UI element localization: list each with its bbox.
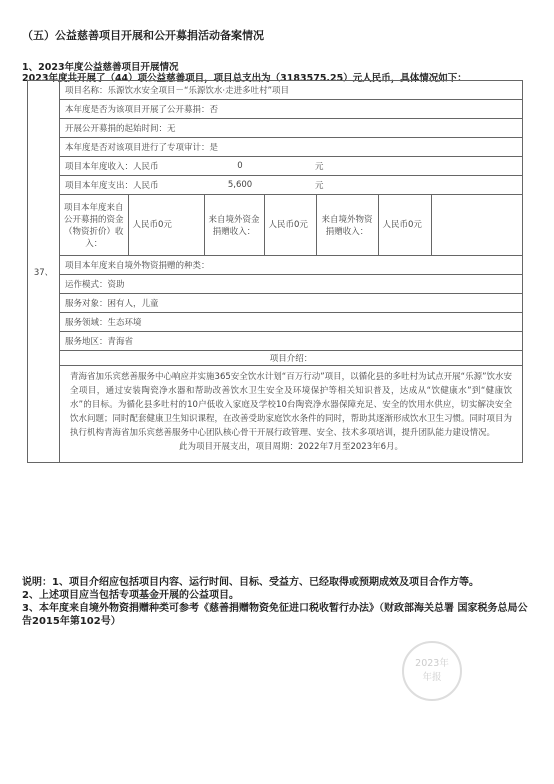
overseas-funds-value: 人民币0元 [264, 195, 316, 255]
stamp-line-1: 2023年 [415, 658, 449, 669]
public-fundraising: 本年度是否为该项目开展了公开募捐：否 [60, 100, 523, 119]
intro-period: 此为项目开展支出，项目周期：2022年7月至2023年6月。 [178, 442, 404, 452]
income-unit: 元 [315, 162, 324, 172]
service-field: 服务领域：生态环境 [60, 313, 523, 332]
row-number: 37、 [28, 81, 60, 463]
income-value: 0 [237, 161, 243, 171]
intro-text: 青海省加乐宾慈善服务中心响应并实施365安全饮水计划“百万行动”项目，以循化县的多吐村为试点开展“乐源”饮水安全项目，通过安装陶瓷净水器和帮助改善饮水卫生安全及环境保护等相关知识普及，达成从“饮健康水”到“健康饮水”的目标。为循化县多吐村的10户低收入家庭及学校10台陶瓷净水器保障充足、安全的饮用水供应，切实解决安全饮水问题；同时配套健康卫生知识课程，在改善受助家庭饮水条件的同时，帮助其逐渐形成饮水卫生习惯。同时项目为执行机构青海省加乐宾慈善服务中心团队核心骨干开展行政管理、安全、技术多项培训，提升团队能力建设情况。 [70, 372, 513, 438]
note-1: 说明：1、项目介绍应包括项目内容、运行时间、目标、受益方、已经取得或预期成效及项目合作方等。 [22, 577, 479, 588]
public-funds-label: 项目本年度来自公开募捐的资金（物资折价）收入： [60, 195, 128, 255]
income-source-cell [60, 195, 523, 256]
audit-status: 本年度是否对该项目进行了专项审计：是 [60, 138, 523, 157]
note-2: 2、上述项目应当包括专项基金开展的公益项目。 [22, 590, 239, 601]
project-table [27, 80, 523, 463]
income-label: 项目本年度收入：人民币 [65, 162, 159, 172]
project-name: 项目名称：乐源饮水安全项目－“乐源饮水·走进多吐村”项目 [60, 81, 523, 100]
overseas-funds-label: 来自境外资金捐赠收入： [204, 195, 264, 255]
expense-row [60, 176, 523, 195]
sub-title: 1、2023年度公益慈善项目开展情况 [22, 62, 179, 73]
note-3: 3、本年度来自境外物资捐赠种类可参考《慈善捐赠物资免征进口税收暂行办法》（财政部海关总署 国家税务总局公告2015年第102号） [22, 603, 528, 627]
expense-label: 项目本年度支出：人民币 [65, 181, 159, 191]
intro-header: 项目介绍： [60, 351, 523, 366]
fundraising-start: 开展公开募捐的起始时间：无 [60, 119, 523, 138]
service-region: 服务地区：青海省 [60, 332, 523, 351]
income-source-table [60, 195, 525, 255]
annual-report-stamp [402, 641, 462, 701]
expense-value: 5,600 [227, 180, 253, 190]
section-title: （五）公益慈善项目开展和公开募捐活动备案情况 [22, 29, 264, 42]
overseas-goods-value: 人民币0元 [378, 195, 431, 255]
service-target: 服务对象：困有人，儿童 [60, 294, 523, 313]
public-funds-value: 人民币0元 [128, 195, 204, 255]
expense-unit: 元 [315, 181, 324, 191]
income-row [60, 157, 523, 176]
summary-text: 2023年度共开展了（44）项公益慈善项目，项目总支出为（3183575.25）元人民币，具体情况如下： [22, 73, 467, 84]
inner-blank [431, 195, 525, 255]
overseas-goods-label: 来自境外物资捐赠收入： [316, 195, 378, 255]
stamp-line-2: 年报 [422, 672, 442, 683]
notes [22, 576, 534, 628]
intro-body [60, 366, 523, 463]
operation-mode: 运作模式：资助 [60, 275, 523, 294]
goods-types: 项目本年度来自境外物资捐赠的种类： [60, 256, 523, 275]
